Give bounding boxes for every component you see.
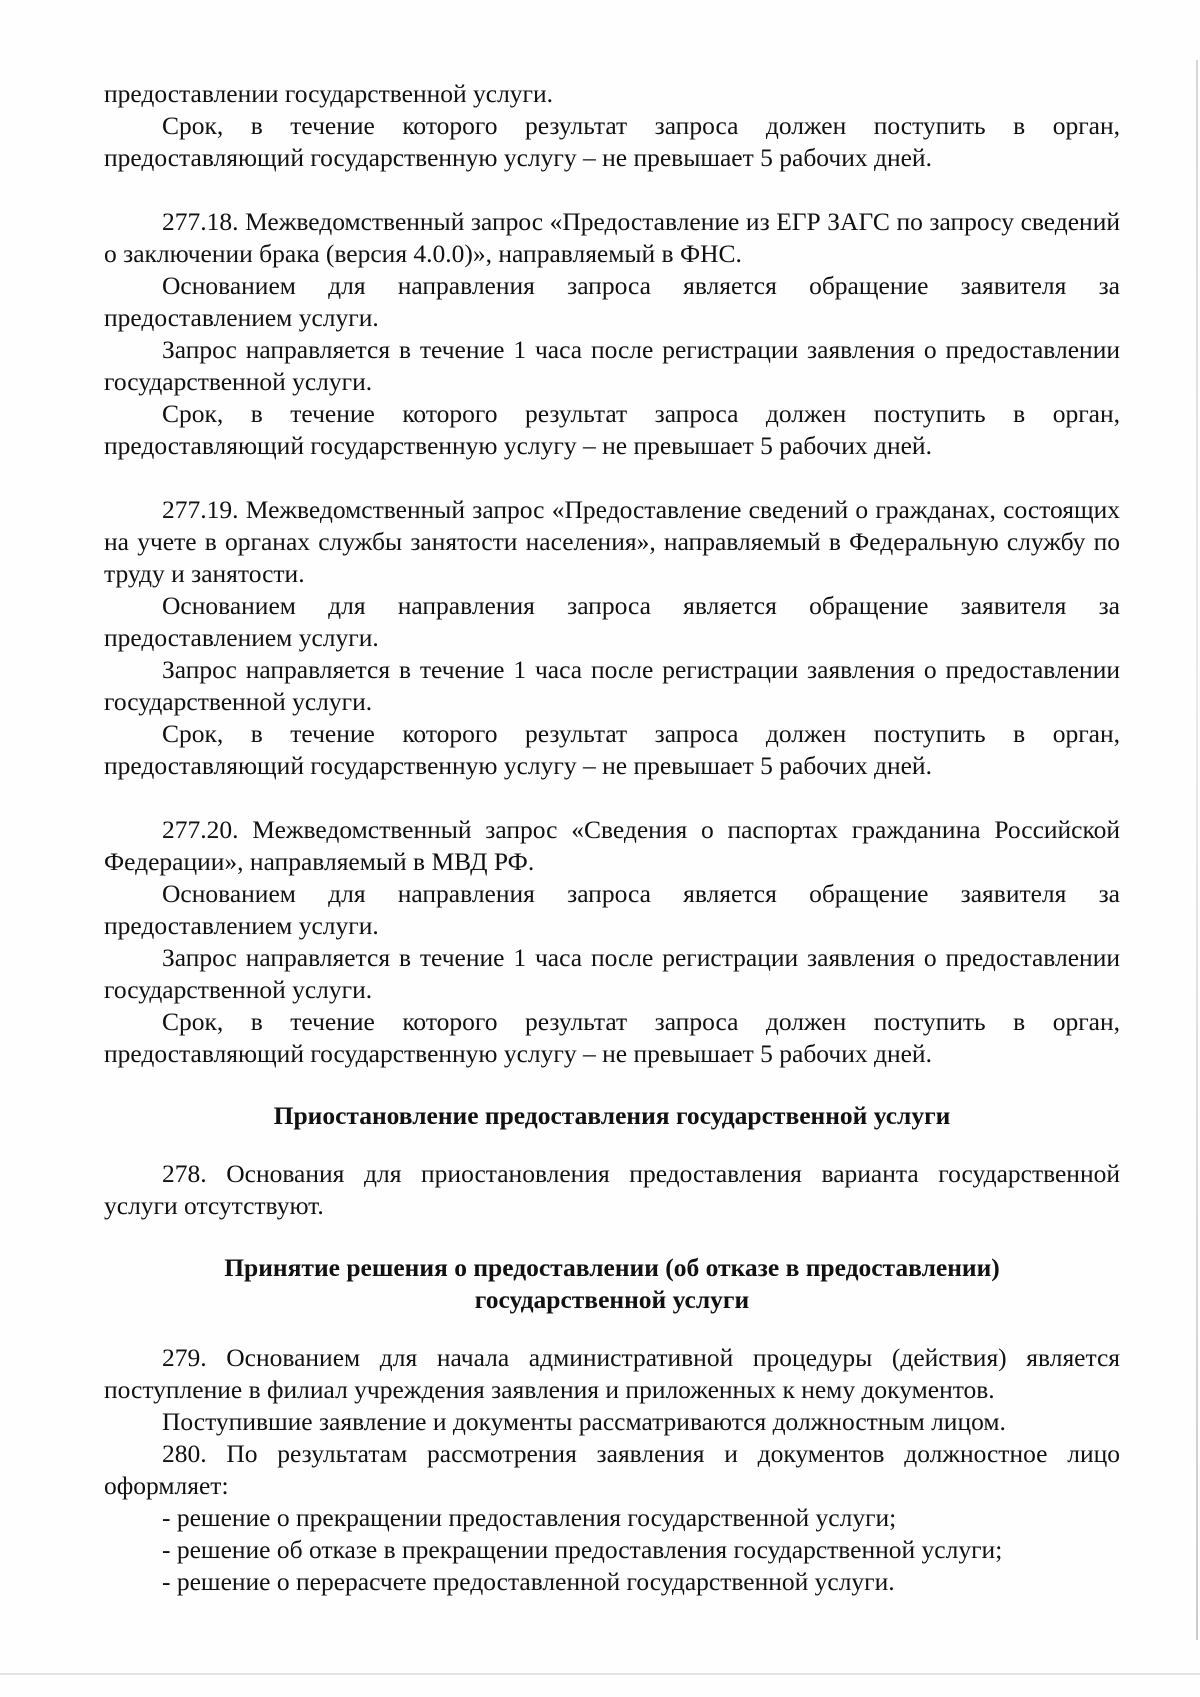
section-277-19 — [104, 494, 1120, 782]
paragraph-continuation: предоставлении государственной услуги. — [104, 79, 554, 108]
decision-list — [104, 1502, 1120, 1598]
paragraph-279-documents: Поступившие заявление и документы рассматриваются должностным лицом. — [162, 1407, 1006, 1436]
paragraph-basis: Основанием для направления запроса является обращение заявителя за предоставлением услуги. — [104, 591, 1120, 652]
section-277-20 — [104, 814, 1120, 1070]
paragraph-term: Срок, в течение которого результат запроса должен поступить в орган, предоставляющий государственную услугу – не превышает 5 рабочих дней. — [104, 719, 1120, 780]
heading-decision-line-1: Принятие решения о предоставлении (об отказе в предоставлении) — [224, 1253, 1000, 1282]
paragraph-basis: Основанием для направления запроса является обращение заявителя за предоставлением услуги. — [104, 879, 1120, 940]
paragraph-send: Запрос направляется в течение 1 часа после регистрации заявления о предоставлении государственной услуги. — [104, 943, 1120, 1004]
paragraph-basis: Основанием для направления запроса является обращение заявителя за предоставлением услуги. — [104, 271, 1120, 332]
heading-decision-line-2: государственной услуги — [474, 1285, 750, 1314]
paragraph-term: Срок, в течение которого результат запроса должен поступить в орган, предоставляющий государственную услугу – не превышает 5 рабочих дней. — [104, 399, 1120, 460]
paragraph-send: Запрос направляется в течение 1 часа после регистрации заявления о предоставлении государственной услуги. — [104, 335, 1120, 396]
paragraph-279: 279. Основанием для начала административной процедуры (действия) является поступление в филиал учреждения заявления и приложенных к нему документов. — [104, 1343, 1120, 1404]
section-277-18 — [104, 206, 1120, 462]
list-item: - решение о прекращении предоставления государственной услуги; — [162, 1503, 897, 1532]
heading-suspension: Приостановление предоставления государственной услуги — [273, 1101, 951, 1130]
paragraph-send: Запрос направляется в течение 1 часа после регистрации заявления о предоставлении государственной услуги. — [104, 655, 1120, 716]
paragraph-280: 280. По результатам рассмотрения заявления и документов должностное лицо оформляет: — [104, 1439, 1120, 1500]
section-title: 277.20. Межведомственный запрос «Сведения о паспортах гражданина Российской Федерации», направляемый в МВД РФ. — [104, 815, 1120, 876]
heading-decision — [104, 1252, 1120, 1316]
paragraph-278: 278. Основания для приостановления предоставления варианта государственной услуги отсутствуют. — [104, 1159, 1120, 1220]
document-body — [104, 78, 1120, 1598]
scan-edge-bottom — [0, 1673, 1200, 1675]
section-title: 277.19. Межведомственный запрос «Предоставление сведений о гражданах, состоящих на учете в органах службы занятости населения», направляемый в Федеральную службу по труду и занятости. — [104, 495, 1120, 588]
list-item: - решение о перерасчете предоставленной государственной услуги. — [162, 1567, 895, 1596]
scan-edge-right — [1196, 60, 1198, 1640]
paragraph-term: Срок, в течение которого результат запроса должен поступить в орган, предоставляющий государственную услугу – не превышает 5 рабочих дней. — [104, 111, 1120, 172]
section-title: 277.18. Межведомственный запрос «Предоставление из ЕГР ЗАГС по запросу сведений о заключении брака (версия 4.0.0)», направляемый в ФНС. — [104, 207, 1120, 268]
paragraph-term: Срок, в течение которого результат запроса должен поступить в орган, предоставляющий государственную услугу – не превышает 5 рабочих дней. — [104, 1007, 1120, 1068]
list-item: - решение об отказе в прекращении предоставления государственной услуги; — [162, 1535, 1003, 1564]
